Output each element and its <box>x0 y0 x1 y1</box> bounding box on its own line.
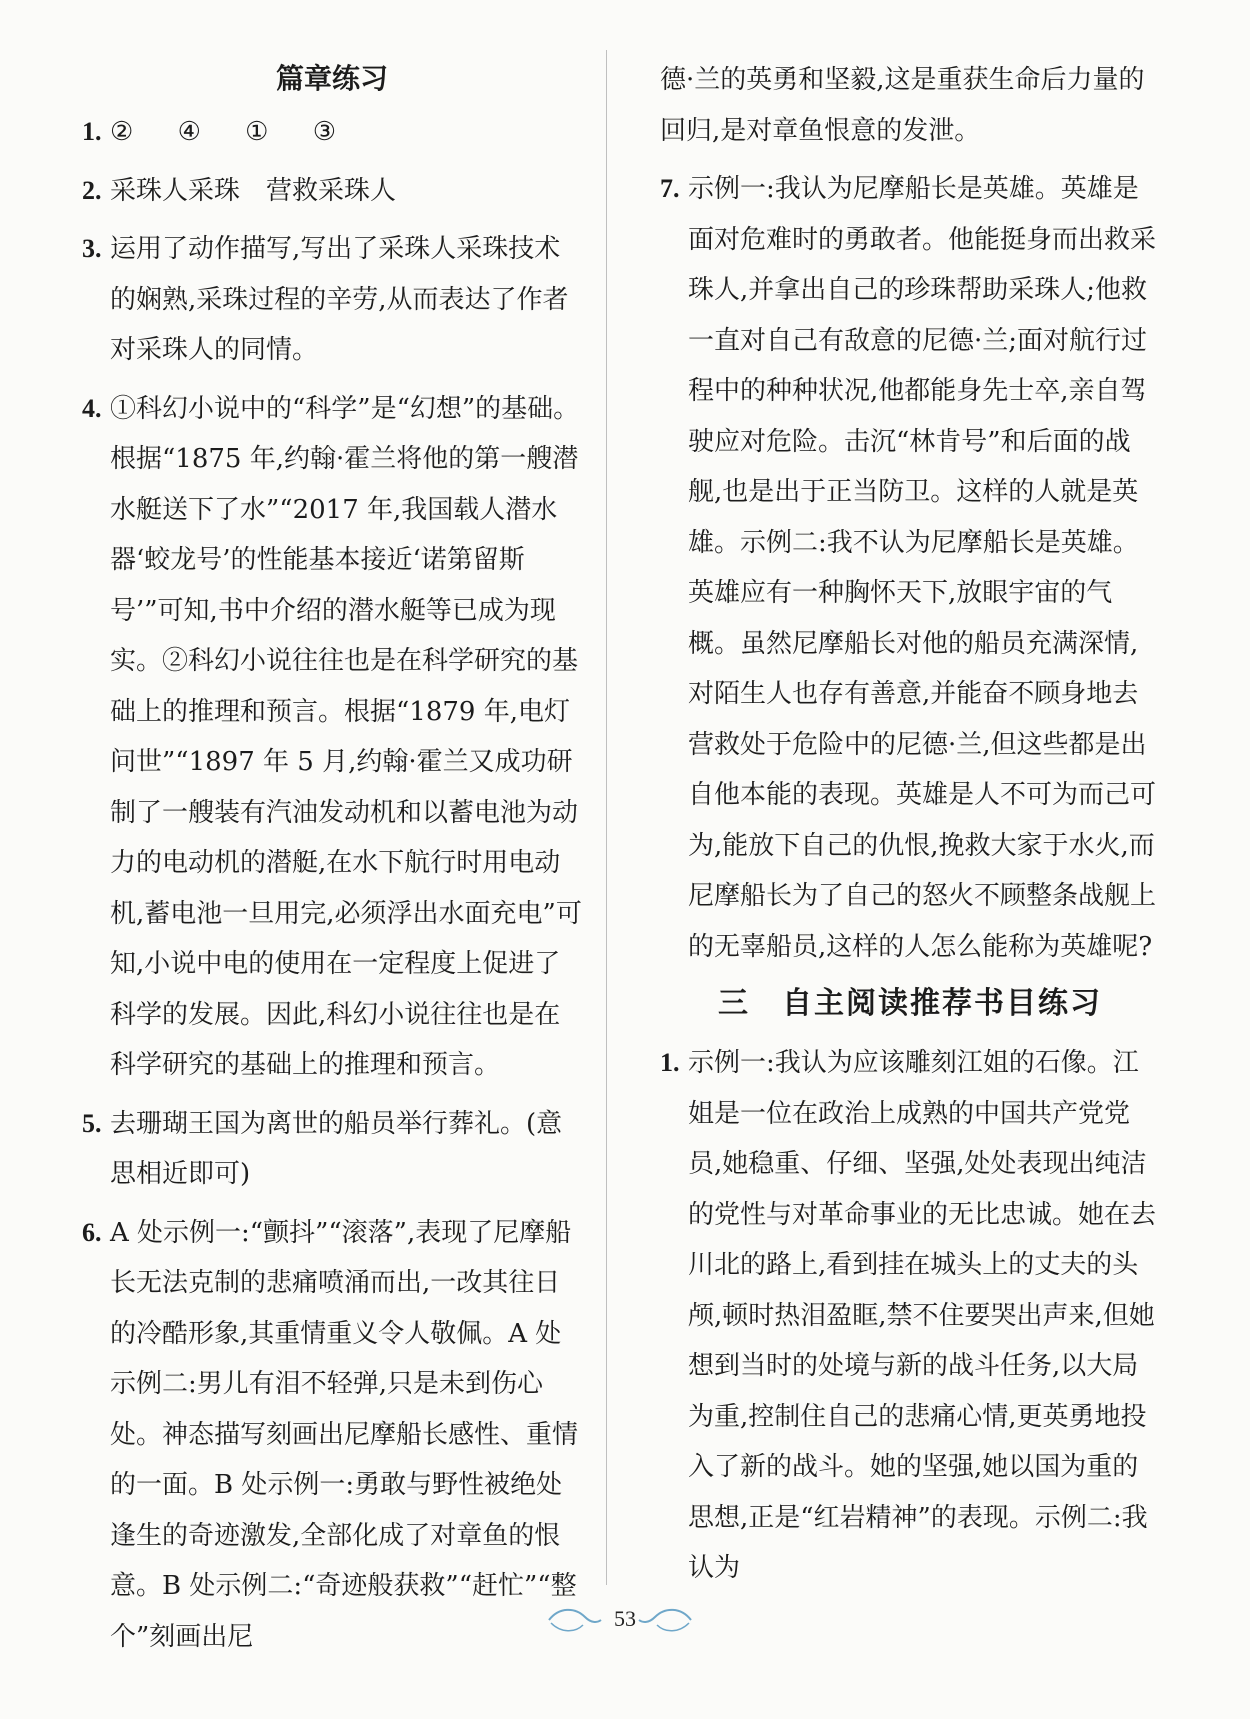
item-number: 4. <box>82 393 102 423</box>
section-heading-recommended-reading: 三 自主阅读推荐书目练习 <box>718 986 1102 1021</box>
answer-item <box>660 1038 1160 1594</box>
answer-item <box>82 107 582 158</box>
item-number: 5. <box>82 1108 102 1138</box>
item-text: ② ④ ① ③ <box>110 117 355 147</box>
answer-item <box>82 224 582 376</box>
answer-item <box>82 166 582 217</box>
answer-item <box>82 384 582 1091</box>
item-text: 运用了动作描写,写出了采珠人采珠技术的娴熟,采珠过程的辛劳,从而表达了作者对采珠人的同情。 <box>110 234 569 365</box>
item-text: 示例一:我认为尼摩船长是英雄。英雄是面对危难时的勇敢者。他能挺身而出救采珠人,并拿出自己的珍珠帮助采珠人;他救一直对自己有敌意的尼德·兰;面对航行过程中的种种状况,他都能身先士卒,亲自驾驶应对危险。击沉“林肯号”和后面的战舰,也是出于正当防卫。这样的人就是英雄。示例二:我不认为尼摩船长是英雄。英雄应有一种胸怀天下,放眼宇宙的气概。虽然尼摩船长对他的船员充满深情,对陌生人也存有善意,并能奋不顾身地去营救处于危险中的尼德·兰,但这些都是出自他本能的表现。英雄是人不可为而己可为,能放下自己的仇恨,挽救大家于水火,而尼摩船长为了自己的怒火不顾整条战舰上的无辜船员,这样的人怎么能称为英雄呢? <box>688 174 1157 962</box>
column-divider <box>606 50 607 1585</box>
item-number: 2. <box>82 175 102 205</box>
item-number: 1. <box>82 117 102 146</box>
item-text: ①科幻小说中的“科学”是“幻想”的基础。根据“1875 年,约翰·霍兰将他的第一艘潜水艇送下了水”“2017 年,我国载人潜水器‘蛟龙号’的性能基本接近‘诺第留斯号’”可知,书中介绍的潜水艇等已成为现实。②科幻小说往往也是在科学研究的基础上的推理和预言。根据“1879 年,电灯问世”“1897 年 5 月,约翰·霍兰又成功研制了一艘装有汽油发动机和以蓄电池为动力的电动机的潜艇,在水下航行时用电动机,蓄电池一旦用完,必须浮出水面充电”可知,小说中电的使用在一定程度上促进了科学的发展。因此,科幻小说往往也是在科学研究的基础上的推理和预言。 <box>110 393 582 1080</box>
item-number: 1. <box>660 1048 680 1077</box>
item-number: 7. <box>660 174 680 203</box>
item-text: 采珠人采珠 营救采珠人 <box>110 175 397 206</box>
item-text: 示例一:我认为应该雕刻江姐的石像。江姐是一位在政治上成熟的中国共产党党员,她稳重、仔细、坚强,处处表现出纯洁的党性与对革命事业的无比忠诚。她在去川北的路上,看到挂在城头上的丈夫的头颅,顿时热泪盈眶,禁不住要哭出声来,但她想到当时的处境与新的战斗任务,以大局为重,控制住自己的悲痛心情,更英勇地投入了新的战斗。她的坚强,她以国为重的思想,正是“红岩精神”的表现。示例二:我认为 <box>688 1048 1157 1583</box>
item-number: 6. <box>82 1217 102 1247</box>
item-text: 去珊瑚王国为离世的船员举行葬礼。(意思相近即可) <box>110 1108 563 1189</box>
answer-item <box>660 164 1160 972</box>
item-number: 3. <box>82 234 102 263</box>
page-number: 53 <box>614 1606 636 1631</box>
left-column <box>82 55 582 1670</box>
section-heading-chapter-practice: 篇章练习 <box>275 62 388 95</box>
item-text: A 处示例一:“颤抖”“滚落”,表现了尼摩船长无法克制的悲痛喷涌而出,一改其往日的冷酷形象,其重情重义令人敬佩。A 处示例二:男儿有泪不轻弹,只是未到伤心处。神态描写刻画出尼摩船长感性、重情的一面。B 处示例一:勇敢与野性被绝处逢生的奇迹激发,全部化成了对章鱼的恨意。B 处示例二:“奇迹般获救”“赶忙”“整个”刻画出尼 <box>110 1217 579 1652</box>
right-column <box>660 55 1160 1602</box>
answer-item <box>82 1208 582 1663</box>
answer-item <box>82 1099 582 1200</box>
continued-text: 德·兰的英勇和坚毅,这是重获生命后力量的回归,是对章鱼恨意的发泄。 <box>660 65 1145 146</box>
